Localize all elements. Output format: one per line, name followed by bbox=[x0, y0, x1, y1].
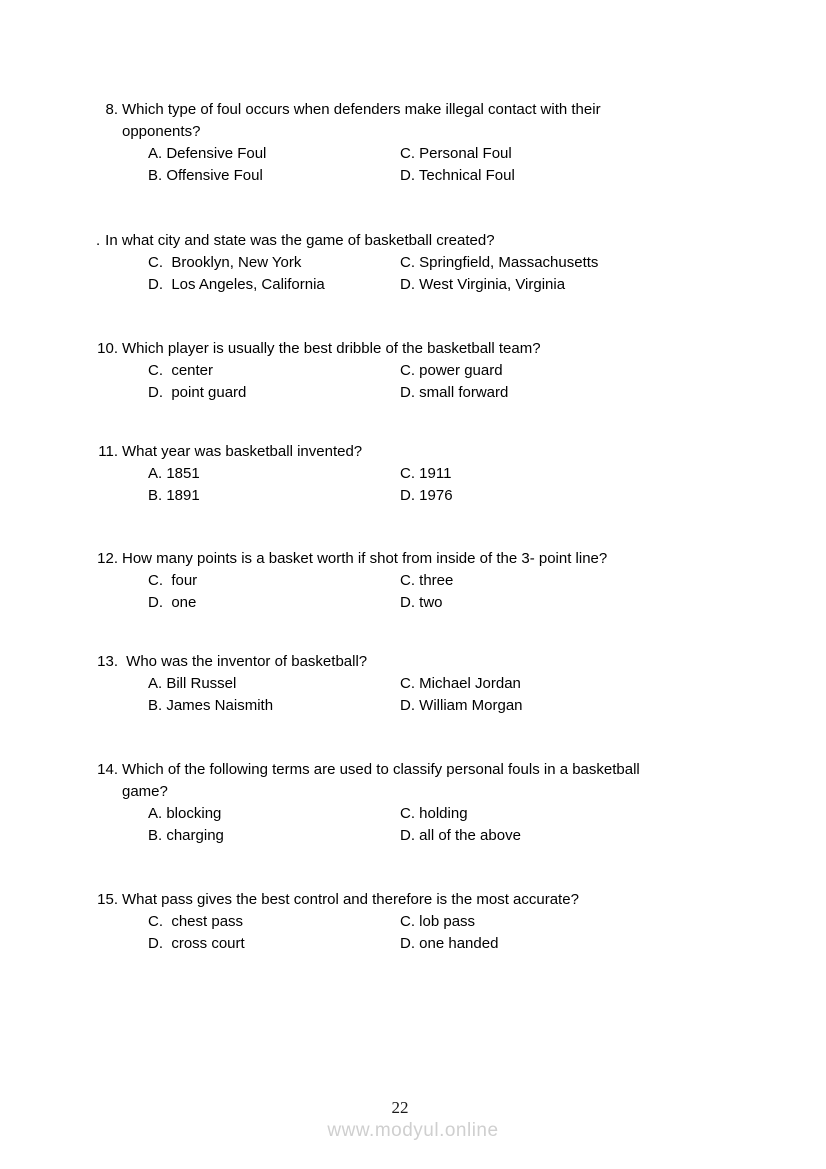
option: C. chest pass bbox=[148, 913, 244, 930]
options-grid bbox=[148, 143, 752, 187]
options-grid bbox=[148, 463, 752, 507]
question-line: Which type of foul occurs when defenders make illegal contact with their bbox=[122, 101, 601, 118]
option: C. holding bbox=[400, 805, 468, 822]
question-text bbox=[92, 230, 752, 252]
question-number: . bbox=[96, 232, 101, 249]
option: D. point guard bbox=[148, 384, 247, 401]
option: C. center bbox=[148, 362, 214, 379]
options-grid bbox=[148, 570, 752, 614]
option: D. William Morgan bbox=[400, 697, 523, 714]
question-number: 14. bbox=[97, 761, 118, 778]
question-line: Which player is usually the best dribble of the basketball team? bbox=[122, 340, 541, 357]
option: D. 1976 bbox=[400, 487, 453, 504]
option: C. 1911 bbox=[400, 465, 452, 482]
option: D. cross court bbox=[148, 935, 245, 952]
option: B. Offensive Foul bbox=[148, 167, 263, 184]
question-text bbox=[92, 441, 752, 463]
question-number: 8. bbox=[105, 101, 118, 118]
question-11 bbox=[92, 441, 752, 507]
question-number: 13. bbox=[97, 653, 118, 670]
question-text bbox=[92, 99, 752, 121]
option: C. Michael Jordan bbox=[400, 675, 521, 692]
question-9 bbox=[92, 230, 752, 296]
question-line: How many points is a basket worth if shot from inside of the 3- point line? bbox=[122, 550, 608, 567]
question-number: 11. bbox=[98, 443, 118, 460]
options-grid bbox=[148, 803, 752, 847]
option: D. Technical Foul bbox=[400, 167, 515, 184]
page-number: 22 bbox=[391, 1098, 409, 1117]
option: C. Springfield, Massachusetts bbox=[400, 254, 599, 271]
question-line: Which of the following terms are used to classify personal fouls in a basketball bbox=[122, 761, 640, 778]
question-13 bbox=[92, 651, 752, 717]
option: C. power guard bbox=[400, 362, 503, 379]
option: A. 1851 bbox=[148, 465, 200, 482]
question-line: game? bbox=[122, 783, 168, 800]
question-number: 15. bbox=[97, 891, 118, 908]
option: C. three bbox=[400, 572, 454, 589]
option: C. Personal Foul bbox=[400, 145, 512, 162]
question-line: opponents? bbox=[122, 123, 201, 140]
options-grid bbox=[148, 360, 752, 404]
watermark: www.modyul.online bbox=[327, 1120, 499, 1141]
options-grid bbox=[148, 911, 752, 955]
question-number: 12. bbox=[97, 550, 118, 567]
option: C. four bbox=[148, 572, 198, 589]
option: C. lob pass bbox=[400, 913, 476, 930]
option: C. Brooklyn, New York bbox=[148, 254, 302, 271]
question-text bbox=[92, 759, 752, 781]
question-15 bbox=[92, 889, 752, 955]
option: A. Defensive Foul bbox=[148, 145, 267, 162]
question-number: 10. bbox=[97, 340, 118, 357]
question-text bbox=[92, 889, 752, 911]
option: A. blocking bbox=[148, 805, 222, 822]
options-grid bbox=[148, 673, 752, 717]
question-line: Who was the inventor of basketball? bbox=[122, 653, 368, 670]
question-14 bbox=[92, 759, 752, 847]
question-10 bbox=[92, 338, 752, 404]
option: D. two bbox=[400, 594, 443, 611]
question-line: What year was basketball invented? bbox=[122, 443, 363, 460]
option: D. West Virginia, Virginia bbox=[400, 276, 566, 293]
option: D. small forward bbox=[400, 384, 509, 401]
question-12 bbox=[92, 548, 752, 614]
question-line: What pass gives the best control and therefore is the most accurate? bbox=[122, 891, 579, 908]
option: D. one handed bbox=[400, 935, 499, 952]
option: B. charging bbox=[148, 827, 224, 844]
option: D. all of the above bbox=[400, 827, 521, 844]
question-text bbox=[92, 338, 752, 360]
question-8 bbox=[92, 99, 752, 187]
option: D. one bbox=[148, 594, 197, 611]
option: B. 1891 bbox=[148, 487, 200, 504]
question-text bbox=[92, 651, 752, 673]
options-grid bbox=[148, 252, 752, 296]
question-text bbox=[92, 548, 752, 570]
option: B. James Naismith bbox=[148, 697, 274, 714]
option: A. Bill Russel bbox=[148, 675, 237, 692]
option: D. Los Angeles, California bbox=[148, 276, 325, 293]
question-line: In what city and state was the game of basketball created? bbox=[105, 232, 495, 249]
